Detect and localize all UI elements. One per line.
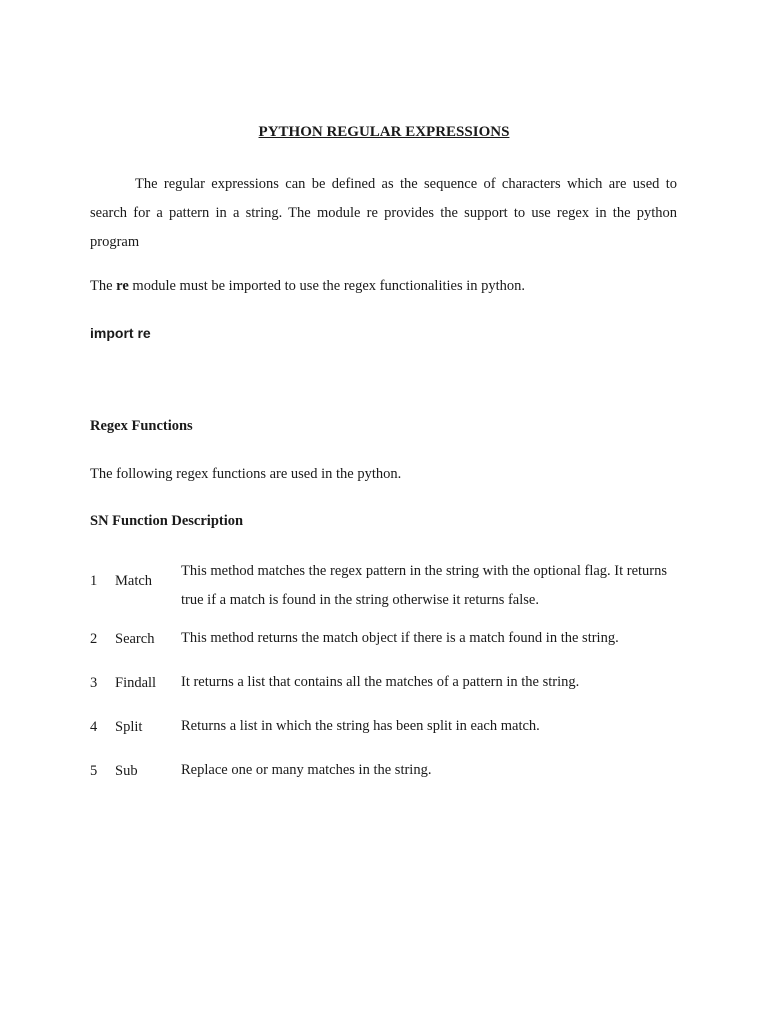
row-function: Search [115,631,155,647]
section-intro: The following regex functions are used in the python. [90,466,402,482]
row-sn: 2 [90,631,98,647]
row-description: It returns a list that contains all the matches of a pattern in the string. [181,674,580,690]
section-heading: Regex Functions [90,418,193,434]
row-description: Returns a list in which the string has been split in each match. [181,718,540,734]
table-header: SN Function Description [90,513,244,529]
row-sn: 1 [90,573,98,589]
row-sn: 3 [90,675,98,691]
row-sn: 4 [90,719,98,735]
row-function: Split [115,719,143,735]
re-line-prefix: The [90,278,117,294]
intro-paragraph: The regular expressions can be defined as the sequence of characters which are used to search for a pattern in a string. The module re provides the support to use regex in the python program [90,176,677,250]
re-line-suffix: module must be imported to use the regex functionalities in python. [128,278,526,294]
row-description: This method returns the match object if there is a match found in the string. [181,630,619,646]
row-description: This method matches the regex pattern in the string with the optional flag. It returns true if a match is found in the string otherwise it returns false. [181,563,668,608]
row-function: Sub [115,763,138,779]
import-statement: import re [90,325,151,341]
re-keyword: re [116,278,129,294]
row-description: Replace one or many matches in the string. [181,762,432,778]
page-title: PYTHON REGULAR EXPRESSIONS [258,124,510,140]
row-sn: 5 [90,763,98,779]
row-function: Findall [115,675,157,691]
re-module-paragraph [90,278,525,295]
row-function: Match [115,573,153,589]
